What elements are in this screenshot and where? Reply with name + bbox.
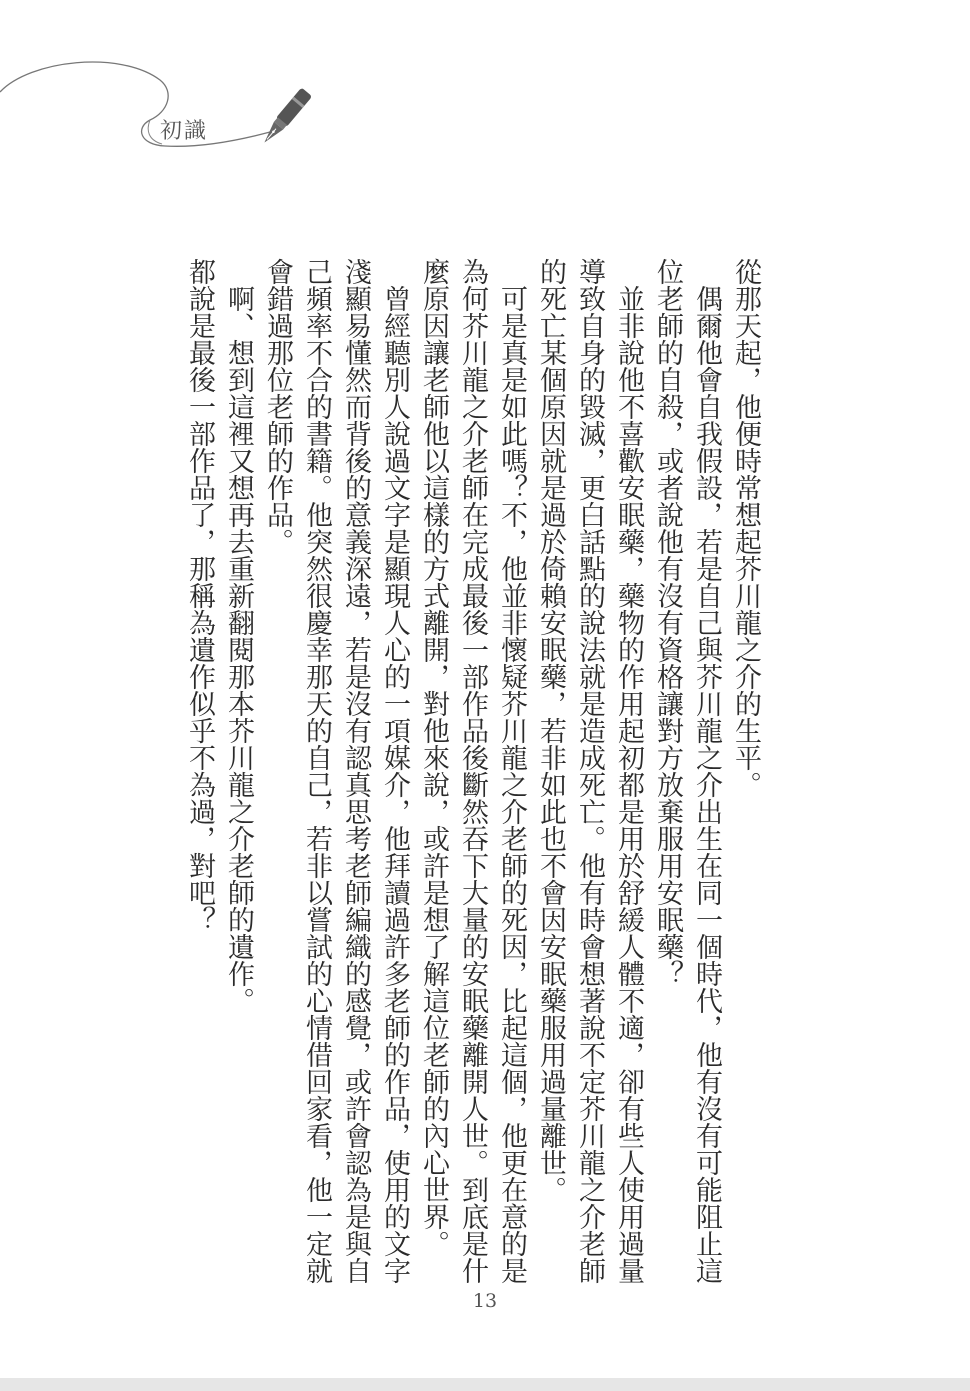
paragraph: 可是真是如此嗎？不，他並非懷疑芥川龍之介老師的死因，比起這個，他更在意的是為何芥川龍之介老師在完成最後一部作品後斷然吞下大量的安眠藥離開人世。到底是什麼原因讓老師他以這樣的方式離開，對他來說，或許是想了解這位老師的內心世界。 [418, 258, 527, 1284]
chapter-title: 初識 [160, 119, 209, 144]
paragraph: 並非說他不喜歡安眠藥，藥物的作用起初都是用於舒緩人體不適，卻有些人使用過量導致自身的毀滅，更白話點的說法就是造成死亡。他有時會想著說不定芥川龍之介老師的死亡某個原因就是過於倚賴安眠藥，若非如此也不會因安眠藥服用過量離世。 [535, 258, 644, 1284]
bottom-strip [0, 1378, 970, 1391]
paragraph: 啊、想到這裡又想再去重新翻閱那本芥川龍之介老師的遺作。 [223, 285, 254, 1014]
paragraph: 從那天起，他便時常想起芥川龍之介的生平。 [730, 258, 761, 798]
paragraph: 偶爾他會自我假設，若是自己與芥川龍之介出生在同一個時代，他有沒有可能阻止這位老師的自殺，或者說他有沒有資格讓對方放棄服用安眠藥？ [652, 258, 722, 1284]
paragraph: 都說是最後一部作品了，那稱為遺作似乎不為過，對吧？ [184, 258, 215, 933]
body-text [180, 258, 765, 1298]
fountain-pen-icon [250, 78, 320, 158]
page-number: 13 [472, 1290, 498, 1312]
paragraph: 曾經聽別人說過文字是顯現人心的一項媒介，他拜讀過許多老師的作品，使用的文字淺顯易懂然而背後的意義深遠，若是沒有認真思考老師編織的感覺，或許會認為是與自己頻率不合的書籍。他突然很慶幸那天的自己，若非以嘗試的心情借回家看，他一定就會錯過那位老師的作品。 [262, 258, 410, 1284]
